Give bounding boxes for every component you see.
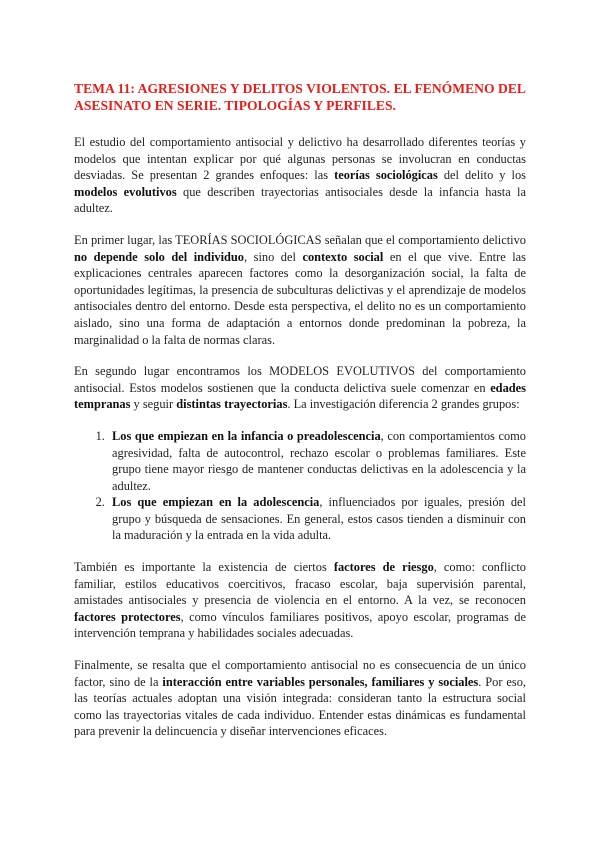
bold-run: factores de riesgo xyxy=(333,560,434,575)
text-run: en el que vive. Entre las explicaciones centrales aparecen factores como la desorganización social, la falta de oportunidades legítimas, la presencia de subculturas delictivas y el aprendizaje de modelos antisociales dentro del entorno. Desde esta perspectiva, el delito no es un comportamiento aislado, sino una forma de adaptación a entornos donde predominan la pobreza, la marginalidad o la falta de normas claras. xyxy=(74,249,527,347)
bold-run: Los que empiezan en la infancia o preadolescencia xyxy=(112,428,381,443)
text-run: Finalmente, se resalta que el comportamiento antisocial no es consecuencia de un único factor, sino de la xyxy=(74,658,526,689)
bold-run: factores protectores xyxy=(74,609,181,624)
text-run: El estudio del comportamiento antisocial y delictivo ha desarrollado diferentes teorías y modelos que intentan explicar por qué algunas personas se involucran en conductas desviadas. Se presentan 2 grandes enfoques: las xyxy=(74,135,526,183)
text-run: y seguir xyxy=(130,397,177,412)
bold-run: contexto social xyxy=(302,249,384,264)
bold-run: edades tempranas xyxy=(74,380,526,412)
paragraph-evolutionary xyxy=(74,363,526,413)
text-run: que describen trayectorias antisociales desde la infancia hasta la adultez. xyxy=(74,184,526,216)
text-run: , como vínculos familiares positivos, apoyo escolar, programas de intervención temprana y habilidades sociales adecuadas. xyxy=(74,609,526,641)
paragraph-sociological xyxy=(74,232,526,348)
list-item xyxy=(108,494,526,544)
text-run: , como: conflicto familiar, estilos educativos coercitivos, fracaso escolar, baja supervisión parental, amistades antisociales y presencia de violencia en el entorno. A la vez, se reconocen xyxy=(74,560,527,608)
text-run: En primer lugar, las TEORÍAS SOCIOLÓGICAS señalan que el comportamiento delictivo xyxy=(74,232,526,247)
text-run: En segundo lugar encontramos los MODELOS EVOLUTIVOS del comportamiento antisocial. Estos modelos sostienen que la conducta delictiva suele comenzar en xyxy=(74,364,526,395)
text-run: , con comportamientos como agresividad, falta de autocontrol, rechazo escolar o problemas familiares. Este grupo tiene mayor riesgo de mantener conductas delictivas en la adolescencia y la adultez. xyxy=(112,428,526,493)
bold-run: Los que empiezan en la adolescencia xyxy=(112,495,320,510)
bold-run: no depende solo del individuo xyxy=(74,249,245,264)
text-run: del delito y los xyxy=(437,168,526,183)
text-run: , influenciados por iguales, presión del grupo y búsqueda de sensaciones. En general, estos casos tienden a disminuir con la maduración y la entrada en la vida adulta. xyxy=(112,495,526,543)
paragraph-intro xyxy=(74,134,526,217)
bold-run: interacción entre variables personales, familiares y sociales xyxy=(162,674,479,689)
text-run: También es importante la existencia de ciertos xyxy=(74,560,334,575)
paragraph-conclusion xyxy=(74,657,526,740)
bold-run: modelos evolutivos xyxy=(74,184,177,199)
bold-run: distintas trayectorias xyxy=(176,397,288,412)
text-run: . Por eso, las teorías actuales adoptan una visión integrada: consideran tanto la estructura social como las trayectorias vitales de cada individuo. Entender estas dinámicas es fundamental para prevenir la delincuencia y diseñar intervenciones eficaces. xyxy=(74,674,526,739)
bold-run: teorías sociológicas xyxy=(334,168,438,183)
text-run: , sino del xyxy=(244,249,303,264)
page-title: TEMA 11: AGRESIONES Y DELITOS VIOLENTOS. EL FENÓMENO DEL ASESINATO EN SERIE. TIPOLOGÍAS Y PERFILES. xyxy=(74,81,526,113)
paragraph-risk-factors xyxy=(74,559,526,642)
list-item xyxy=(108,428,526,494)
groups-list xyxy=(74,428,526,544)
text-run: . La investigación diferencia 2 grandes grupos: xyxy=(287,397,520,412)
